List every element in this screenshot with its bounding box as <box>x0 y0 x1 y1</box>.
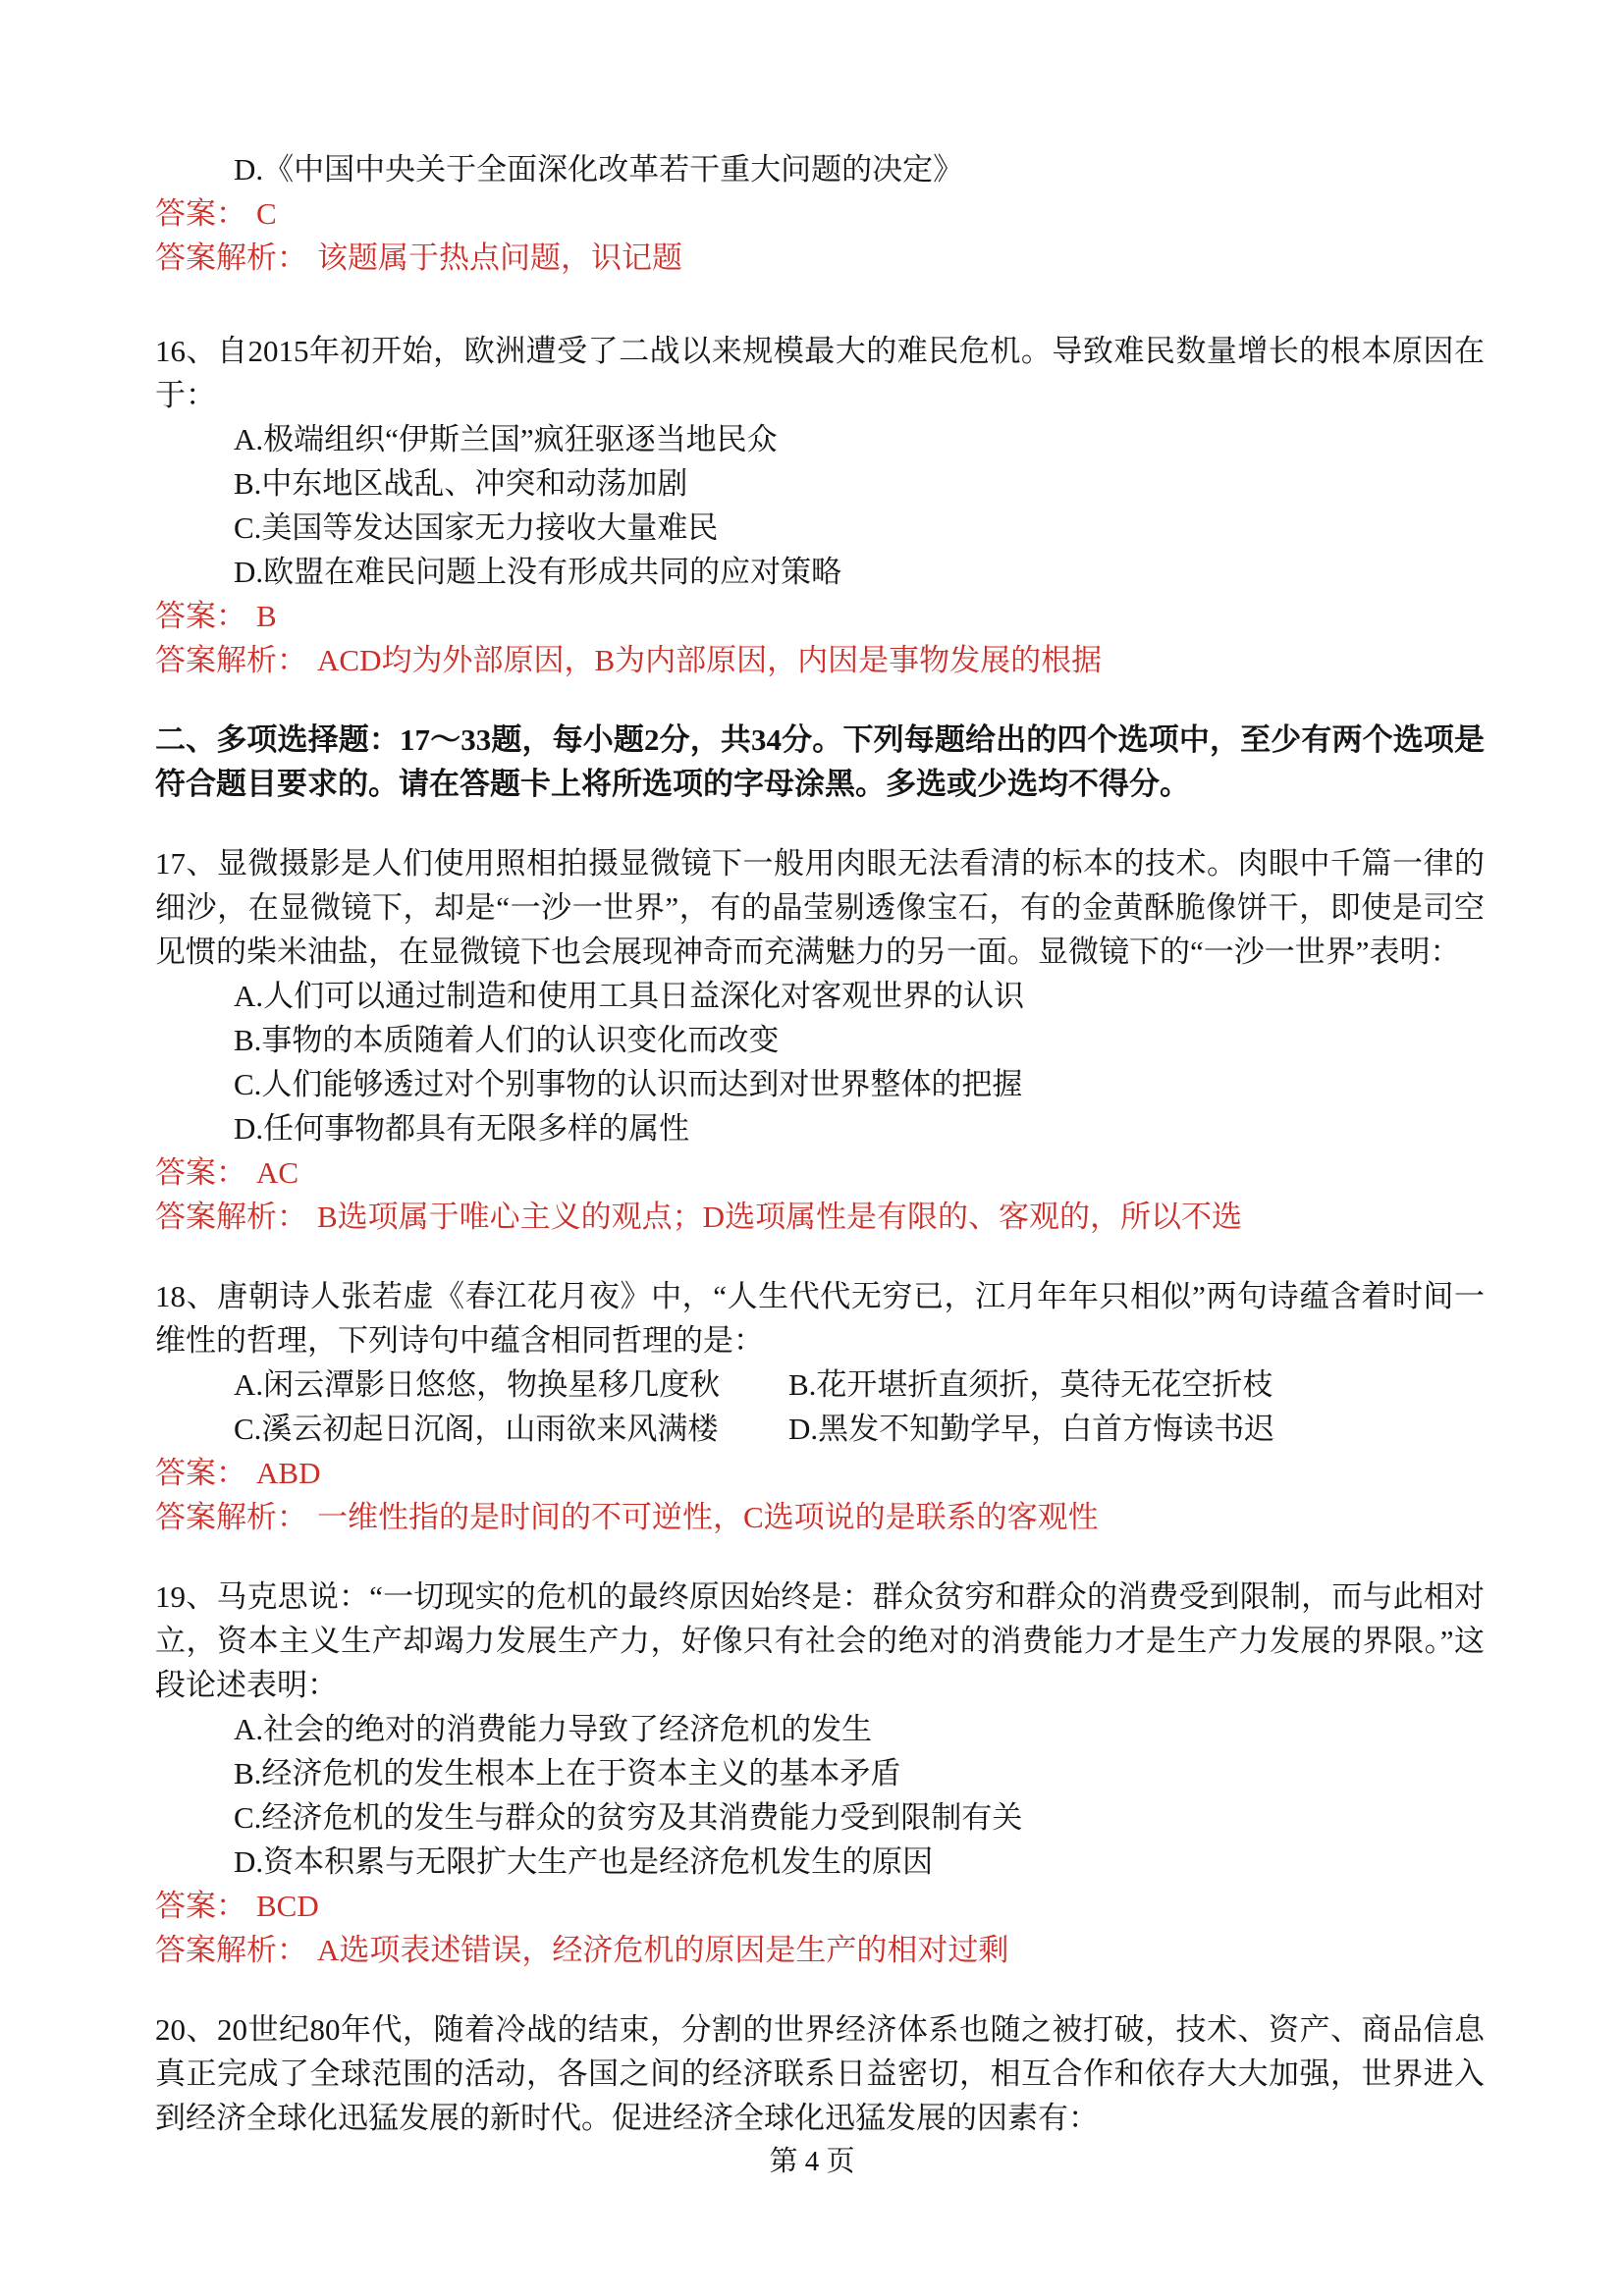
question-20 <box>155 2007 1485 2140</box>
question-18-stem: 18、唐朝诗人张若虚《春江花月夜》中，“人生代代无穷已，江月年年只相似”两句诗蕴含着时间一维性的哲理，下列诗句中蕴含相同哲理的是： <box>155 1279 1485 1358</box>
question-15-option-d: D.《中国中央关于全面深化改革若干重大问题的决定》 <box>234 152 964 187</box>
question-15-tail <box>155 147 1485 280</box>
answer-value: BCD <box>256 1889 319 1923</box>
answer-label: 答案： <box>155 1155 246 1190</box>
question-16-analysis-line <box>155 638 1485 682</box>
question-16-stem: 16、自2015年初开始，欧洲遭受了二战以来规模最大的难民危机。导致难民数量增长的根本原因在于： <box>155 334 1485 412</box>
question-18-analysis-line <box>155 1495 1485 1539</box>
question-17-option-d: D.任何事物都具有无限多样的属性 <box>234 1111 690 1146</box>
answer-value: AC <box>256 1155 299 1190</box>
answer-label: 答案： <box>155 599 246 633</box>
question-18 <box>155 1274 1485 1539</box>
answer-label: 答案： <box>155 1889 246 1923</box>
question-17-option-a: A.人们可以通过制造和使用工具日益深化对客观世界的认识 <box>234 979 1025 1013</box>
question-18-option-d: D.黑发不知勤学早，白首方悔读书迟 <box>788 1412 1275 1446</box>
page-number: 第 4 页 <box>769 2146 855 2177</box>
answer-label: 答案： <box>155 1456 246 1490</box>
question-17-analysis-line <box>155 1195 1485 1239</box>
question-19-analysis-line <box>155 1928 1485 1972</box>
analysis-value: B选项属于唯心主义的观点；D选项属性是有限的、客观的，所以不选 <box>317 1200 1243 1234</box>
question-16-option-a: A.极端组织“伊斯兰国”疯狂驱逐当地民众 <box>234 422 778 456</box>
analysis-label: 答案解析： <box>155 1933 307 1967</box>
question-16 <box>155 329 1485 682</box>
answer-value: C <box>256 196 277 231</box>
question-19-option-b: B.经济危机的发生根本上在于资本主义的基本矛盾 <box>234 1756 901 1790</box>
analysis-value: ACD均为外部原因，B为内部原因，内因是事物发展的根据 <box>317 643 1103 677</box>
question-19-option-a: A.社会的绝对的消费能力导致了经济危机的发生 <box>234 1712 873 1746</box>
analysis-label: 答案解析： <box>155 1200 307 1234</box>
question-17-stem: 17、显微摄影是人们使用照相拍摄显微镜下一般用肉眼无法看清的标本的技术。肉眼中千篇一律的细沙，在显微镜下，却是“一沙一世界”，有的晶莹剔透像宝石，有的金黄酥脆像饼干，即使是司空见惯的柴米油盐，在显微镜下也会展现神奇而充满魅力的另一面。显微镜下的“一沙一世界”表明： <box>155 846 1485 969</box>
question-19-stem: 19、马克思说：“一切现实的危机的最终原因始终是：群众贫穷和群众的消费受到限制，而与此相对立，资本主义生产却竭力发展生产力，好像只有社会的绝对的消费能力才是生产力发展的界限。”这段论述表明： <box>155 1579 1485 1702</box>
question-15-analysis-line <box>155 236 1485 280</box>
question-16-option-d: D.欧盟在难民问题上没有形成共同的应对策略 <box>234 555 842 589</box>
question-18-option-a: A.闲云潭影日悠悠，物换星移几度秋 <box>234 1367 721 1402</box>
section-2-header <box>155 718 1485 806</box>
question-17-answer-line <box>155 1150 1485 1195</box>
question-20-stem: 20、20世纪80年代，随着冷战的结束，分割的世界经济体系也随之被打破，技术、资产、商品信息真正完成了全球范围的活动，各国之间的经济联系日益密切，相互合作和依存大大加强，世界进入到经济全球化迅猛发展的新时代。促进经济全球化迅猛发展的因素有： <box>155 2012 1485 2135</box>
analysis-label: 答案解析： <box>155 643 307 677</box>
analysis-label: 答案解析： <box>155 240 307 275</box>
question-18-answer-line <box>155 1451 1485 1495</box>
question-18-option-b: B.花开堪折直须折，莫待无花空折枝 <box>788 1367 1273 1402</box>
question-17-option-b: B.事物的本质随着人们的认识变化而改变 <box>234 1023 780 1057</box>
question-18-options <box>155 1362 1485 1451</box>
question-19-option-d: D.资本积累与无限扩大生产也是经济危机发生的原因 <box>234 1844 934 1879</box>
question-15-answer-line <box>155 191 1485 236</box>
question-16-option-b: B.中东地区战乱、冲突和动荡加剧 <box>234 466 688 501</box>
answer-label: 答案： <box>155 196 246 231</box>
analysis-value: 该题属于热点问题，识记题 <box>317 240 682 275</box>
analysis-value: 一维性指的是时间的不可逆性，C选项说的是联系的客观性 <box>317 1500 1099 1534</box>
answer-value: B <box>256 599 277 633</box>
question-17 <box>155 841 1485 1239</box>
question-17-option-c: C.人们能够透过对个别事物的认识而达到对世界整体的把握 <box>234 1067 1023 1101</box>
question-16-answer-line <box>155 594 1485 638</box>
question-19-answer-line <box>155 1884 1485 1928</box>
question-19 <box>155 1575 1485 1972</box>
question-16-option-c: C.美国等发达国家无力接收大量难民 <box>234 510 719 545</box>
analysis-value: A选项表述错误，经济危机的原因是生产的相对过剩 <box>317 1933 1009 1967</box>
section-2-header-text: 二、多项选择题：17～33题，每小题2分，共34分。下列每题给出的四个选项中，至少有两个选项是符合题目要求的。请在答题卡上将所选项的字母涂黑。多选或少选均不得分。 <box>155 722 1485 801</box>
answer-value: ABD <box>256 1456 321 1490</box>
question-19-option-c: C.经济危机的发生与群众的贫穷及其消费能力受到限制有关 <box>234 1800 1023 1835</box>
exam-content <box>155 147 1485 2175</box>
analysis-label: 答案解析： <box>155 1500 307 1534</box>
question-18-option-c: C.溪云初起日沉阁，山雨欲来风满楼 <box>234 1412 719 1446</box>
